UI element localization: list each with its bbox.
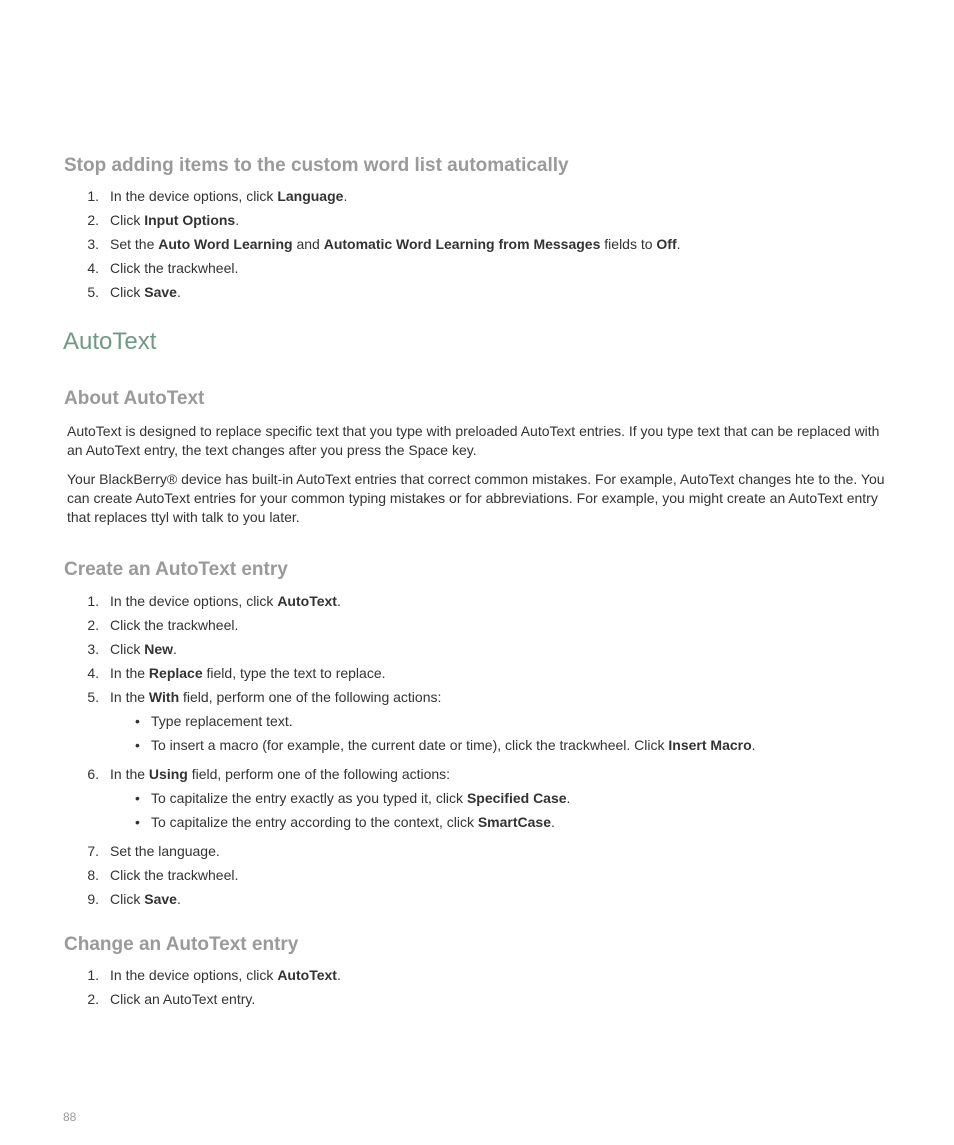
step-text: . <box>343 188 348 204</box>
step-body <box>110 641 177 657</box>
step-text: In the <box>110 766 149 782</box>
steps-stop-adding <box>64 184 681 304</box>
sub-step-body <box>151 790 570 806</box>
list-item <box>64 280 681 304</box>
heading-change-autotext: Change an AutoText entry <box>64 934 299 955</box>
bullet-icon: • <box>135 737 140 753</box>
step-text: Click the trackwheel. <box>110 260 239 276</box>
list-item <box>64 863 756 887</box>
step-number: 1. <box>87 967 99 983</box>
step-number: 3. <box>87 641 99 657</box>
bullet-icon: • <box>135 790 140 806</box>
bold-ui-label: Save <box>144 284 177 300</box>
bold-ui-label: AutoText <box>277 593 337 609</box>
step-body <box>110 991 255 1007</box>
step-body <box>110 260 238 276</box>
step-body <box>110 689 441 705</box>
sub-list <box>110 786 756 834</box>
sub-list-item <box>110 733 756 757</box>
list-item <box>64 613 756 637</box>
list-item <box>64 637 756 661</box>
step-body <box>110 284 181 300</box>
step-body <box>110 766 450 782</box>
step-text: In the <box>110 689 149 705</box>
list-item <box>64 256 681 280</box>
step-text: . <box>566 790 571 806</box>
step-number: 9. <box>87 891 99 907</box>
bold-ui-label: Language <box>277 188 344 204</box>
bold-ui-label: Input Options <box>144 212 236 228</box>
step-number: 5. <box>87 284 99 300</box>
paragraph-about-2: Your BlackBerry® device has built-in AutoText entries that correct common mistakes. For example, AutoText changes hte to the. You can create AutoText entries for your common typing mistakes or for abbreviations. For example, you might create an AutoText entry that replaces ttyl with talk to you later. <box>67 471 885 525</box>
sub-list-item <box>110 786 756 810</box>
step-text: To capitalize the entry exactly as you typed it, click <box>151 790 467 806</box>
step-number: 8. <box>87 867 99 883</box>
bold-ui-label: SmartCase <box>477 814 551 830</box>
step-number: 6. <box>87 766 99 782</box>
steps-create-autotext <box>64 589 756 911</box>
heading-about-autotext: About AutoText <box>64 388 205 409</box>
bold-ui-label: Auto Word Learning <box>158 236 293 252</box>
sub-step-body <box>151 814 555 830</box>
step-text: . <box>176 284 181 300</box>
step-text: . <box>751 737 756 753</box>
step-text: . <box>336 593 341 609</box>
step-text: Click <box>110 284 145 300</box>
list-item <box>64 685 756 757</box>
sub-step-body <box>151 737 756 753</box>
step-body <box>110 188 347 204</box>
step-text: Set the language. <box>110 843 220 859</box>
list-item <box>64 589 756 613</box>
list-item <box>64 963 341 987</box>
step-number: 5. <box>87 689 99 705</box>
step-number: 4. <box>87 665 99 681</box>
sub-list-item <box>110 810 756 834</box>
step-number: 1. <box>87 188 99 204</box>
step-number: 2. <box>87 991 99 1007</box>
bold-ui-label: Off <box>656 236 677 252</box>
bold-ui-label: Using <box>148 766 188 782</box>
list-item <box>64 661 756 685</box>
step-number: 2. <box>87 212 99 228</box>
step-text: Click <box>110 212 145 228</box>
list-item <box>64 839 756 863</box>
paragraph-about-1: AutoText is designed to replace specific text that you type with preloaded AutoText entries. If you type text that can be replaced with an AutoText entry, the text changes after you press the Space key. <box>67 423 880 458</box>
bold-ui-label: Insert Macro <box>668 737 752 753</box>
bullet-icon: • <box>135 814 140 830</box>
step-text: . <box>235 212 240 228</box>
list-item <box>64 208 681 232</box>
step-body <box>110 617 238 633</box>
step-text: field, perform one of the following actions: <box>179 689 442 705</box>
list-item <box>64 232 681 256</box>
bold-ui-label: AutoText <box>277 967 337 983</box>
step-text: To insert a macro (for example, the current date or time), click the trackwheel. Click <box>151 737 669 753</box>
bold-ui-label: Replace <box>148 665 203 681</box>
step-text: Type replacement text. <box>151 713 293 729</box>
step-text: Click <box>110 641 145 657</box>
step-text: In the device options, click <box>110 967 278 983</box>
page-number: 88 <box>63 1110 77 1124</box>
sub-step-body <box>151 713 293 729</box>
step-body <box>110 891 181 907</box>
step-text: . <box>551 814 555 830</box>
sub-list <box>110 709 756 757</box>
step-body <box>110 967 341 983</box>
step-body <box>110 593 341 609</box>
step-text: field, perform one of the following actions: <box>187 766 451 782</box>
step-body <box>110 236 681 252</box>
step-text: Click the trackwheel. <box>110 617 239 633</box>
bold-ui-label: Save <box>144 891 177 907</box>
step-number: 1. <box>87 593 99 609</box>
step-text: . <box>676 236 681 252</box>
step-body <box>110 843 220 859</box>
step-text: Set the <box>110 236 159 252</box>
sub-list-item <box>110 709 756 733</box>
heading-create-autotext: Create an AutoText entry <box>64 559 288 580</box>
step-text: fields to <box>600 236 657 252</box>
list-item <box>64 762 756 834</box>
step-text: . <box>173 641 177 657</box>
step-text: In the device options, click <box>110 188 278 204</box>
step-number: 2. <box>87 617 99 633</box>
step-body <box>110 212 239 228</box>
heading-autotext: AutoText <box>63 328 157 355</box>
bold-ui-label: Automatic Word Learning from Messages <box>323 236 601 252</box>
step-text: Click the trackwheel. <box>110 867 239 883</box>
bold-ui-label: New <box>144 641 174 657</box>
step-number: 4. <box>87 260 99 276</box>
steps-change-autotext <box>64 963 341 1011</box>
step-body <box>110 665 386 681</box>
step-text: In the device options, click <box>110 593 278 609</box>
step-text: Click an AutoText entry. <box>110 991 256 1007</box>
step-text: and <box>292 236 324 252</box>
step-text: field, type the text to replace. <box>202 665 386 681</box>
bold-ui-label: With <box>148 689 180 705</box>
list-item <box>64 987 341 1011</box>
step-number: 7. <box>87 843 99 859</box>
step-body <box>110 867 238 883</box>
step-text: . <box>336 967 341 983</box>
step-text: Click <box>110 891 145 907</box>
list-item <box>64 887 756 911</box>
list-item <box>64 184 681 208</box>
heading-stop-adding: Stop adding items to the custom word list automatically <box>64 155 569 176</box>
step-text: In the <box>110 665 149 681</box>
step-number: 3. <box>87 236 99 252</box>
step-text: To capitalize the entry according to the context, click <box>151 814 478 830</box>
step-text: . <box>176 891 181 907</box>
bold-ui-label: Specified Case <box>466 790 567 806</box>
bullet-icon: • <box>135 713 140 729</box>
